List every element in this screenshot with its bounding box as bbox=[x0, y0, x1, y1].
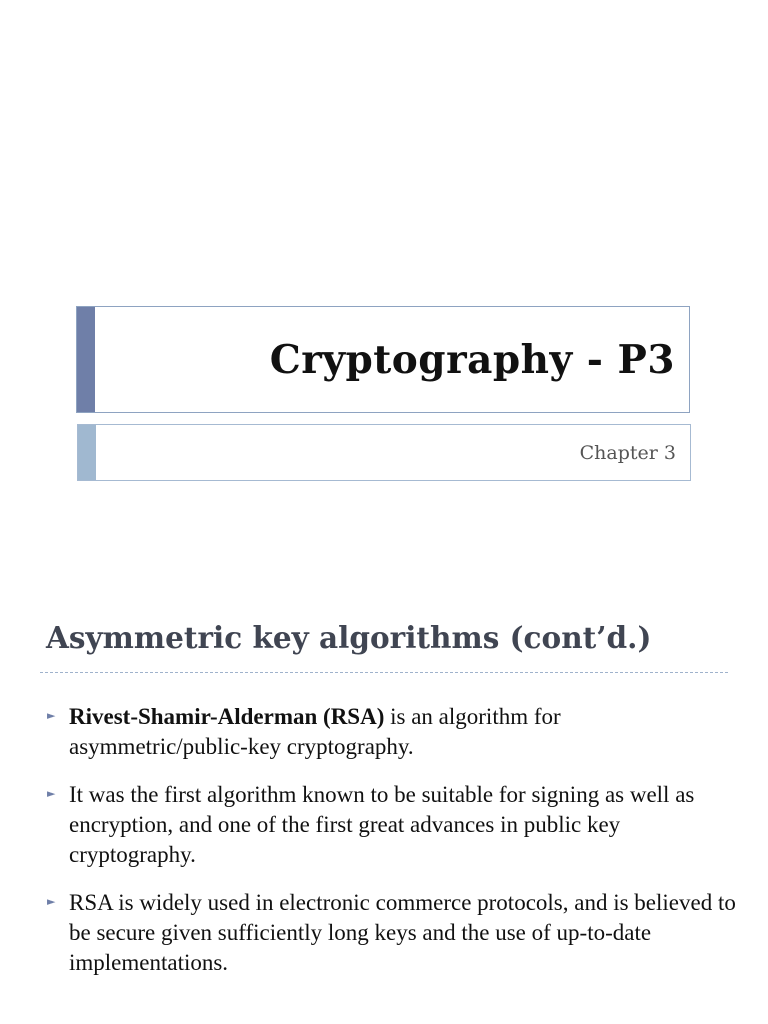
bullet-text: It was the first algorithm known to be suitable for signing as well as encryption, and one of the first great advances in public key cryptography. bbox=[69, 782, 695, 867]
slide-title: Cryptography - P3 bbox=[269, 337, 675, 383]
title-box bbox=[76, 306, 690, 413]
content-slide bbox=[0, 576, 768, 1024]
bullet-list bbox=[0, 702, 768, 996]
triangle-right-icon: ► bbox=[47, 709, 56, 722]
triangle-right-icon: ► bbox=[47, 895, 56, 908]
subtitle-accent-bar bbox=[78, 425, 96, 480]
heading-divider bbox=[40, 672, 728, 673]
bullet-item bbox=[0, 702, 768, 762]
bullet-item bbox=[0, 888, 768, 978]
title-accent-bar bbox=[77, 307, 95, 412]
slide-heading: Asymmetric key algorithms (cont’d.) bbox=[46, 620, 652, 655]
bullet-text: RSA is widely used in electronic commerce protocols, and is believed to be secure given sufficiently long keys and the use of up-to-date implementations. bbox=[69, 890, 736, 975]
bullet-text: is an algorithm for asymmetric/public-key cryptography. bbox=[69, 704, 561, 759]
slide-subtitle: Chapter 3 bbox=[579, 442, 676, 464]
bullet-item bbox=[0, 780, 768, 870]
triangle-right-icon: ► bbox=[47, 787, 56, 800]
bullet-bold-text: Rivest-Shamir-Alderman (RSA) bbox=[69, 704, 385, 729]
subtitle-box bbox=[77, 424, 691, 481]
